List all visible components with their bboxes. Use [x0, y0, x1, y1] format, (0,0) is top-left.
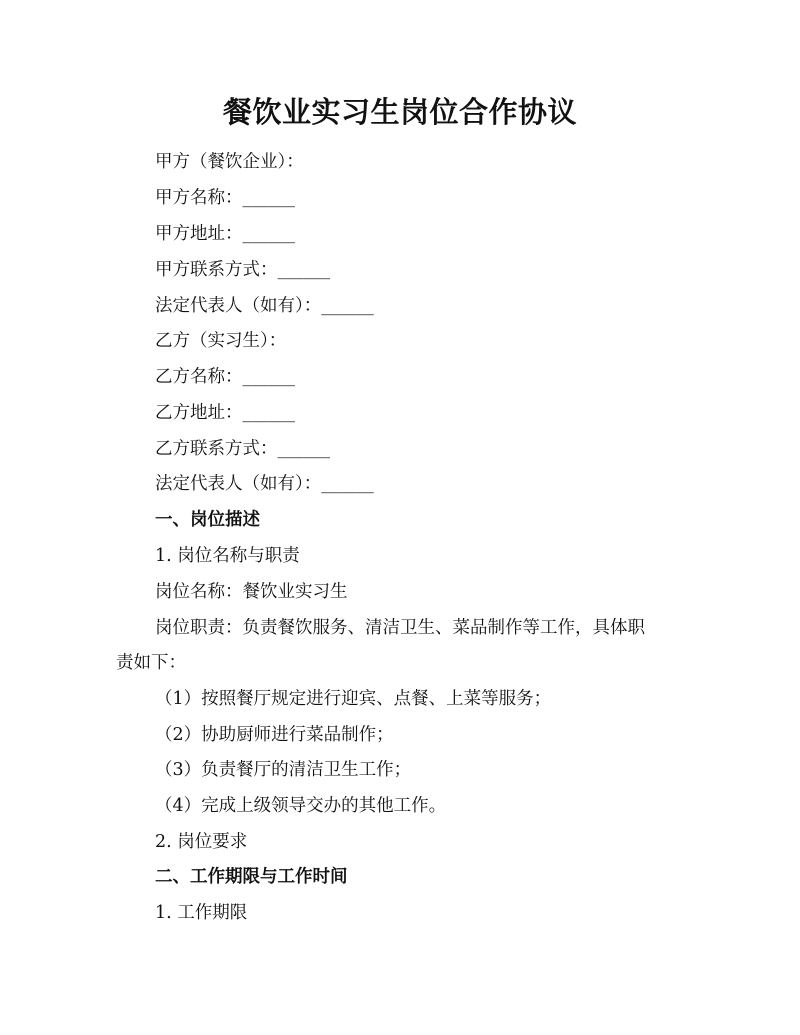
duty-item-4: （4）完成上级领导交办的其他工作。 [155, 796, 447, 816]
section-2-heading: 二、工作期限与工作时间 [155, 867, 348, 887]
party-b-contact: 乙方联系方式：______ [155, 439, 330, 459]
section-1-heading: 一、岗位描述 [155, 510, 260, 530]
document-title: 餐饮业实习生岗位合作协议 [222, 95, 577, 129]
party-a-contact: 甲方联系方式：______ [155, 260, 330, 280]
section-1-subheading-2: 2. 岗位要求 [155, 832, 248, 852]
duty-item-1: （1）按照餐厅规定进行迎宾、点餐、上菜等服务； [155, 689, 552, 709]
duty-item-3: （3）负责餐厅的清洁卫生工作； [155, 760, 412, 780]
section-2-subheading-1: 1. 工作期限 [155, 903, 248, 923]
position-duties-line-1: 岗位职责：负责餐饮服务、清洁卫生、菜品制作等工作，具体职 [155, 618, 645, 638]
party-b-address: 乙方地址：______ [155, 403, 295, 423]
position-duties-line-2: 责如下： [116, 653, 186, 673]
party-b-legal-rep: 法定代表人（如有）：______ [155, 474, 374, 494]
party-a-header: 甲方（餐饮企业）： [155, 152, 304, 172]
position-name: 岗位名称：餐饮业实习生 [155, 582, 348, 602]
section-1-subheading-1: 1. 岗位名称与职责 [155, 546, 300, 566]
party-b-name: 乙方名称：______ [155, 367, 295, 387]
party-b-header: 乙方（实习生）： [155, 331, 287, 351]
party-a-legal-rep: 法定代表人（如有）：______ [155, 296, 374, 316]
party-a-name: 甲方名称：______ [155, 188, 295, 208]
duty-item-2: （2）协助厨师进行菜品制作； [155, 725, 394, 745]
party-a-address: 甲方地址：______ [155, 224, 295, 244]
